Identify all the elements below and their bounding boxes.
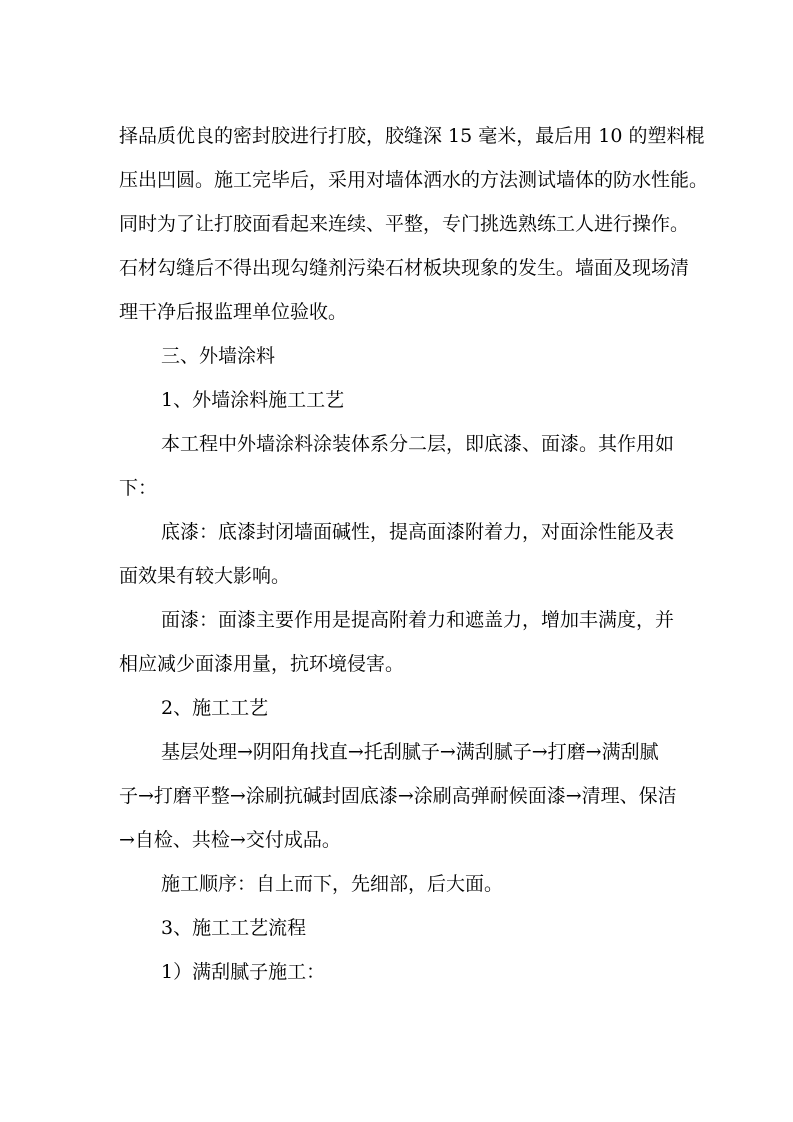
paragraph-line: 同时为了让打胶面看起来连续、平整，专门挑选熟练工人进行操作。 [119, 213, 690, 235]
list-item-heading: 1）满刮腻子施工： [161, 961, 326, 983]
paragraph-line: 子→打磨平整→涂刷抗碱封固底漆→涂刷高弹耐候面漆→清理、保洁 [119, 785, 677, 807]
paragraph-line: 面效果有较大影响。 [119, 565, 291, 587]
paragraph-line: 压出凹圆。施工完毕后，采用对墙体洒水的方法测试墙体的防水性能。 [119, 169, 709, 191]
subsection-heading: 2、施工工艺 [161, 697, 269, 719]
paragraph-line: 下： [119, 477, 158, 499]
paragraph-line: 本工程中外墙涂料涂装体系分二层，即底漆、面漆。其作用如 [161, 433, 675, 455]
subsection-heading: 1、外墙涂料施工工艺 [161, 389, 345, 411]
paragraph-line: →自检、共检→交付成品。 [119, 829, 341, 851]
section-heading: 三、外墙涂料 [161, 345, 276, 367]
paragraph-line: 理干净后报监理单位验收。 [119, 301, 348, 323]
paragraph-line: 石材勾缝后不得出现勾缝剂污染石材板块现象的发生。墙面及现场清 [119, 257, 690, 279]
subsection-heading: 3、施工工艺流程 [161, 917, 307, 939]
paragraph-line: 择品质优良的密封胶进行打胶，胶缝深 15 毫米，最后用 10 的塑料棍 [119, 125, 705, 147]
paragraph-line: 相应减少面漆用量，抗环境侵害。 [119, 653, 405, 675]
paragraph-line: 面漆：面漆主要作用是提高附着力和遮盖力，增加丰满度，并 [161, 609, 675, 631]
paragraph-line: 基层处理→阴阳角找直→托刮腻子→满刮腻子→打磨→满刮腻 [161, 741, 659, 763]
paragraph-line: 施工顺序：自上而下，先细部，后大面。 [161, 873, 504, 895]
paragraph-line: 底漆：底漆封闭墙面碱性，提高面漆附着力，对面涂性能及表 [161, 521, 675, 543]
